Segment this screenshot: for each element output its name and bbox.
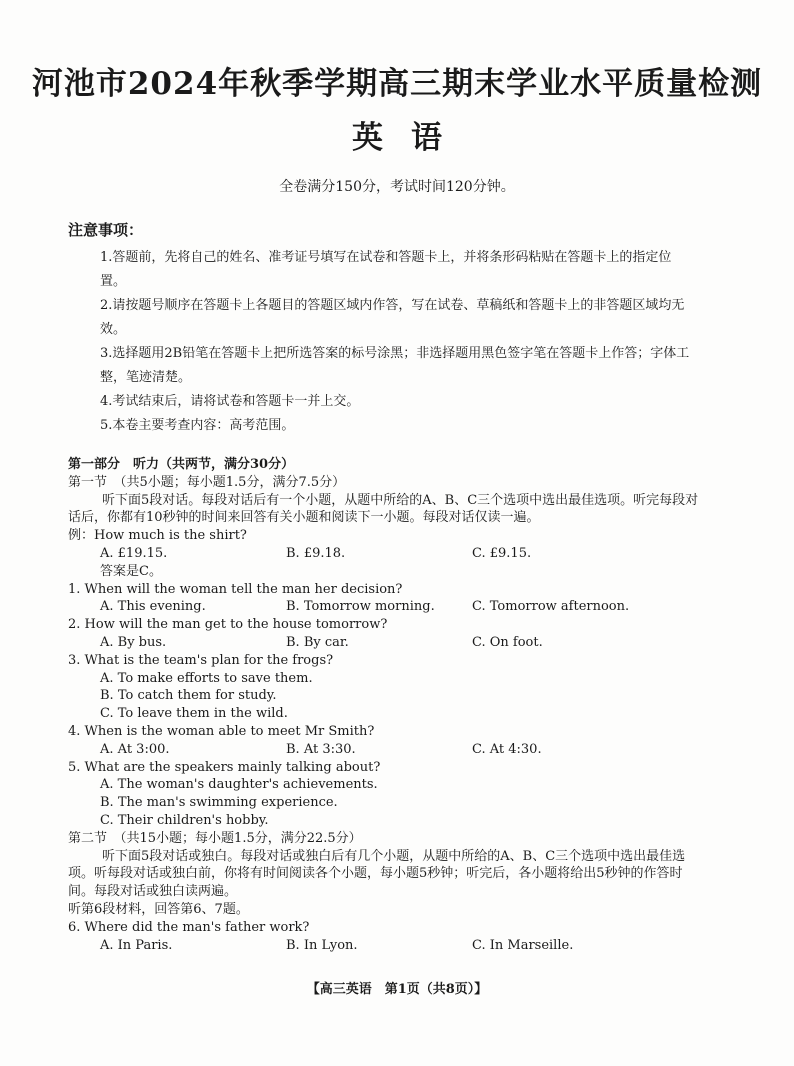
- example-answer: 答案是C。: [100, 563, 162, 579]
- note-item: 2.请按题号顺序在答题卡上各题目的答题区域内作答，写在试卷、草稿纸和答题卡上的非答题区域均无效。: [100, 298, 685, 337]
- question-5: 5. What are the speakers mainly talking about?: [68, 759, 381, 775]
- option-a: A. By bus.: [100, 634, 167, 650]
- subject-heading: 英语: [352, 120, 470, 156]
- note-item: 5.本卷主要考查内容：高考范围。: [100, 418, 295, 433]
- q1-options: [68, 598, 708, 616]
- example-question: 例：How much is the shirt?: [68, 528, 247, 544]
- question-4: 4. When is the woman able to meet Mr Smith?: [68, 723, 375, 739]
- note-item: 1.答题前，先将自己的姓名、准考证号填写在试卷和答题卡上，并将条形码粘贴在答题卡上的指定位置。: [100, 250, 672, 289]
- material-6-intro: 听第6段材料，回答第6、7题。: [68, 901, 249, 917]
- option-a: A. £19.15.: [100, 545, 168, 561]
- section2-instructions: 听下面5段对话或独白。每段对话或独白后有几个小题，从题中所给的A、B、C三个选项中选出最佳选项。听每段对话或独白前，你将有时间阅读各个小题，每小题5秒钟；听完后，各小题将给出5秒钟的作答时间。每段对话或独白读两遍。: [68, 848, 686, 900]
- option-c: C. £9.15.: [472, 545, 532, 561]
- part1-heading: 第一部分 听力（共两节，满分30分）: [68, 457, 295, 472]
- example-options: [68, 545, 708, 563]
- note-item: 4.考试结束后，请将试卷和答题卡一并上交。: [100, 394, 360, 409]
- question-6: 6. Where did the man's father work?: [68, 919, 310, 935]
- option-b: B. Tomorrow morning.: [286, 599, 435, 615]
- option-a: A. At 3:00.: [100, 741, 170, 757]
- option-c: C. At 4:30.: [472, 741, 542, 757]
- section2-heading: 第二节 （共15小题；每小题1.5分，满分22.5分）: [68, 830, 362, 846]
- option-b: B. £9.18.: [286, 545, 346, 561]
- q6-options: [68, 937, 708, 955]
- section1-instructions: 听下面5段对话。每段对话后有一个小题，从题中所给的A、B、C三个选项中选出最佳选项。听完每段对话后，你都有10秒钟的时间来回答有关小题和阅读下一小题。每段对话仅读一遍。: [68, 492, 699, 526]
- option-a: A. In Paris.: [100, 937, 173, 953]
- option-b: B. The man's swimming experience.: [100, 795, 338, 811]
- option-a: A. The woman's daughter's achievements.: [100, 777, 378, 793]
- page-footer: 【高三英语 第1页（共8页）】: [306, 982, 488, 997]
- score-time-line: 全卷满分150分，考试时间120分钟。: [279, 179, 515, 195]
- exam-title: 河池市2024年秋季学期高三期末学业水平质量检测: [31, 66, 763, 102]
- option-c: C. Tomorrow afternoon.: [472, 599, 630, 615]
- q2-options: [68, 634, 708, 652]
- option-b: B. In Lyon.: [286, 937, 358, 953]
- question-3: 3. What is the team's plan for the frogs?: [68, 652, 334, 668]
- option-a: A. This evening.: [100, 599, 206, 615]
- section1-heading: 第一节 （共5小题；每小题1.5分，满分7.5分）: [68, 474, 346, 490]
- option-c: C. Their children's hobby.: [100, 812, 269, 828]
- option-a: A. To make efforts to save them.: [100, 670, 313, 686]
- option-b: B. At 3:30.: [286, 741, 356, 757]
- option-c: C. To leave them in the wild.: [100, 706, 288, 722]
- question-2: 2. How will the man get to the house tomorrow?: [68, 617, 388, 633]
- option-c: C. On foot.: [472, 634, 543, 650]
- option-c: C. In Marseille.: [472, 937, 574, 953]
- notes-heading: 注意事项：: [68, 221, 144, 239]
- option-b: B. By car.: [286, 634, 349, 650]
- question-1: 1. When will the woman tell the man her decision?: [68, 581, 403, 597]
- note-item: 3.选择题用2B铅笔在答题卡上把所选答案的标号涂黑；非选择题用黑色签字笔在答题卡上作答；字体工整，笔迹清楚。: [100, 346, 690, 385]
- option-b: B. To catch them for study.: [100, 688, 277, 704]
- notes-list: [100, 246, 690, 438]
- q4-options: [68, 741, 708, 759]
- part1-listening: [68, 456, 708, 954]
